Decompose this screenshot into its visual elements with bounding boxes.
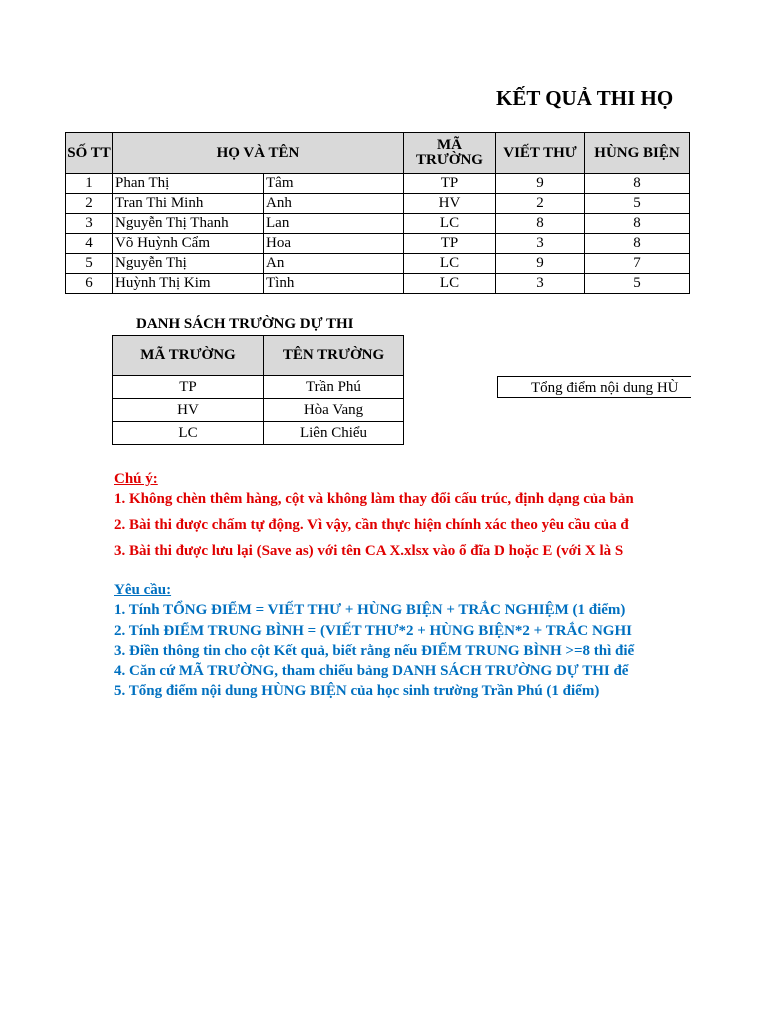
schools-header-code[interactable]: MÃ TRƯỜNG bbox=[113, 336, 264, 376]
cell-speech[interactable]: 7 bbox=[585, 254, 690, 274]
schools-header-name[interactable]: TÊN TRƯỜNG bbox=[264, 336, 404, 376]
cell-letter[interactable]: 2 bbox=[496, 194, 585, 214]
cell-last-name[interactable]: Tran Thi Minh bbox=[113, 194, 264, 214]
cell-letter[interactable]: 3 bbox=[496, 234, 585, 254]
cell-first-name[interactable]: Tình bbox=[264, 274, 404, 294]
table-row bbox=[113, 376, 404, 399]
cell-school-name[interactable]: Trần Phú bbox=[264, 376, 404, 399]
requirement-item: 3. Điền thông tin cho cột Kết quả, biết rằng nếu ĐIỂM TRUNG BÌNH >=8 thì điể bbox=[114, 643, 635, 659]
header-name[interactable]: HỌ VÀ TÊN bbox=[113, 133, 404, 174]
requirement-item: 1. Tính TỔNG ĐIỂM = VIẾT THƯ + HÙNG BIỆN + TRẮC NGHIỆM (1 điểm) bbox=[114, 602, 626, 618]
table-row bbox=[113, 422, 404, 445]
cell-speech[interactable]: 5 bbox=[585, 194, 690, 214]
header-speech[interactable]: HÙNG BIỆN bbox=[585, 133, 690, 174]
note-item: 1. Không chèn thêm hàng, cột và không làm thay đổi cấu trúc, định dạng của bản bbox=[114, 491, 634, 507]
cell-stt[interactable]: 4 bbox=[66, 234, 113, 254]
cell-speech[interactable]: 8 bbox=[585, 174, 690, 194]
table-row bbox=[66, 214, 690, 234]
cell-school-code[interactable]: LC bbox=[404, 214, 496, 234]
header-school-code[interactable]: MÃ TRƯỜNG bbox=[404, 133, 496, 174]
cell-school-code[interactable]: TP bbox=[404, 174, 496, 194]
note-item: 2. Bài thi được chấm tự động. Vì vậy, cần thực hiện chính xác theo yêu cầu của đ bbox=[114, 517, 629, 533]
cell-stt[interactable]: 3 bbox=[66, 214, 113, 234]
table-row bbox=[66, 194, 690, 214]
table-row bbox=[66, 174, 690, 194]
cell-school-code[interactable]: LC bbox=[404, 254, 496, 274]
cell-stt[interactable]: 5 bbox=[66, 254, 113, 274]
cell-letter[interactable]: 8 bbox=[496, 214, 585, 234]
cell-letter[interactable]: 9 bbox=[496, 174, 585, 194]
cell-first-name[interactable]: Hoa bbox=[264, 234, 404, 254]
requirement-item: 2. Tính ĐIỂM TRUNG BÌNH = (VIẾT THƯ*2 + HÙNG BIỆN*2 + TRẮC NGHI bbox=[114, 623, 632, 639]
table-row bbox=[66, 254, 690, 274]
cell-last-name[interactable]: Phan Thị bbox=[113, 174, 264, 194]
table-row bbox=[66, 274, 690, 294]
requirement-item: 5. Tổng điểm nội dung HÙNG BIỆN của học sinh trường Trần Phú (1 điểm) bbox=[114, 683, 600, 699]
cell-letter[interactable]: 3 bbox=[496, 274, 585, 294]
cell-last-name[interactable]: Nguyễn Thị bbox=[113, 254, 264, 274]
cell-school-name[interactable]: Liên Chiểu bbox=[264, 422, 404, 445]
note-item: 3. Bài thi được lưu lại (Save as) với tên CA X.xlsx vào ổ đĩa D hoặc E (với X là S bbox=[114, 543, 624, 559]
cell-school-code[interactable]: HV bbox=[113, 399, 264, 422]
cell-last-name[interactable]: Nguyễn Thị Thanh bbox=[113, 214, 264, 234]
requirements-heading: Yêu cầu: bbox=[114, 582, 172, 598]
cell-first-name[interactable]: Tâm bbox=[264, 174, 404, 194]
cell-school-name[interactable]: Hòa Vang bbox=[264, 399, 404, 422]
cell-school-code[interactable]: LC bbox=[404, 274, 496, 294]
requirement-item: 4. Căn cứ MÃ TRƯỜNG, tham chiếu bảng DANH SÁCH TRƯỜNG DỰ THI để bbox=[114, 663, 629, 679]
header-stt[interactable]: SỐ TT bbox=[66, 133, 113, 174]
cell-school-code[interactable]: TP bbox=[113, 376, 264, 399]
cell-last-name[interactable]: Huỳnh Thị Kim bbox=[113, 274, 264, 294]
table-row bbox=[113, 399, 404, 422]
schools-title: DANH SÁCH TRƯỜNG DỰ THI bbox=[136, 316, 354, 332]
cell-first-name[interactable]: An bbox=[264, 254, 404, 274]
cell-speech[interactable]: 5 bbox=[585, 274, 690, 294]
table-row bbox=[66, 234, 690, 254]
notes-heading: Chú ý: bbox=[114, 471, 158, 487]
cell-speech[interactable]: 8 bbox=[585, 234, 690, 254]
cell-school-code[interactable]: HV bbox=[404, 194, 496, 214]
cell-first-name[interactable]: Lan bbox=[264, 214, 404, 234]
cell-stt[interactable]: 6 bbox=[66, 274, 113, 294]
cell-school-code[interactable]: TP bbox=[404, 234, 496, 254]
cell-school-code[interactable]: LC bbox=[113, 422, 264, 445]
cell-letter[interactable]: 9 bbox=[496, 254, 585, 274]
sheet-title: KẾT QUẢ THI HỌ bbox=[496, 86, 674, 110]
results-table bbox=[65, 132, 690, 294]
cell-last-name[interactable]: Võ Huỳnh Cẩm bbox=[113, 234, 264, 254]
cell-first-name[interactable]: Anh bbox=[264, 194, 404, 214]
cell-stt[interactable]: 1 bbox=[66, 174, 113, 194]
schools-table bbox=[112, 335, 404, 445]
speech-total-cell[interactable]: Tổng điểm nội dung HÙ bbox=[497, 376, 691, 398]
header-letter[interactable]: VIẾT THƯ bbox=[496, 133, 585, 174]
cell-speech[interactable]: 8 bbox=[585, 214, 690, 234]
cell-stt[interactable]: 2 bbox=[66, 194, 113, 214]
